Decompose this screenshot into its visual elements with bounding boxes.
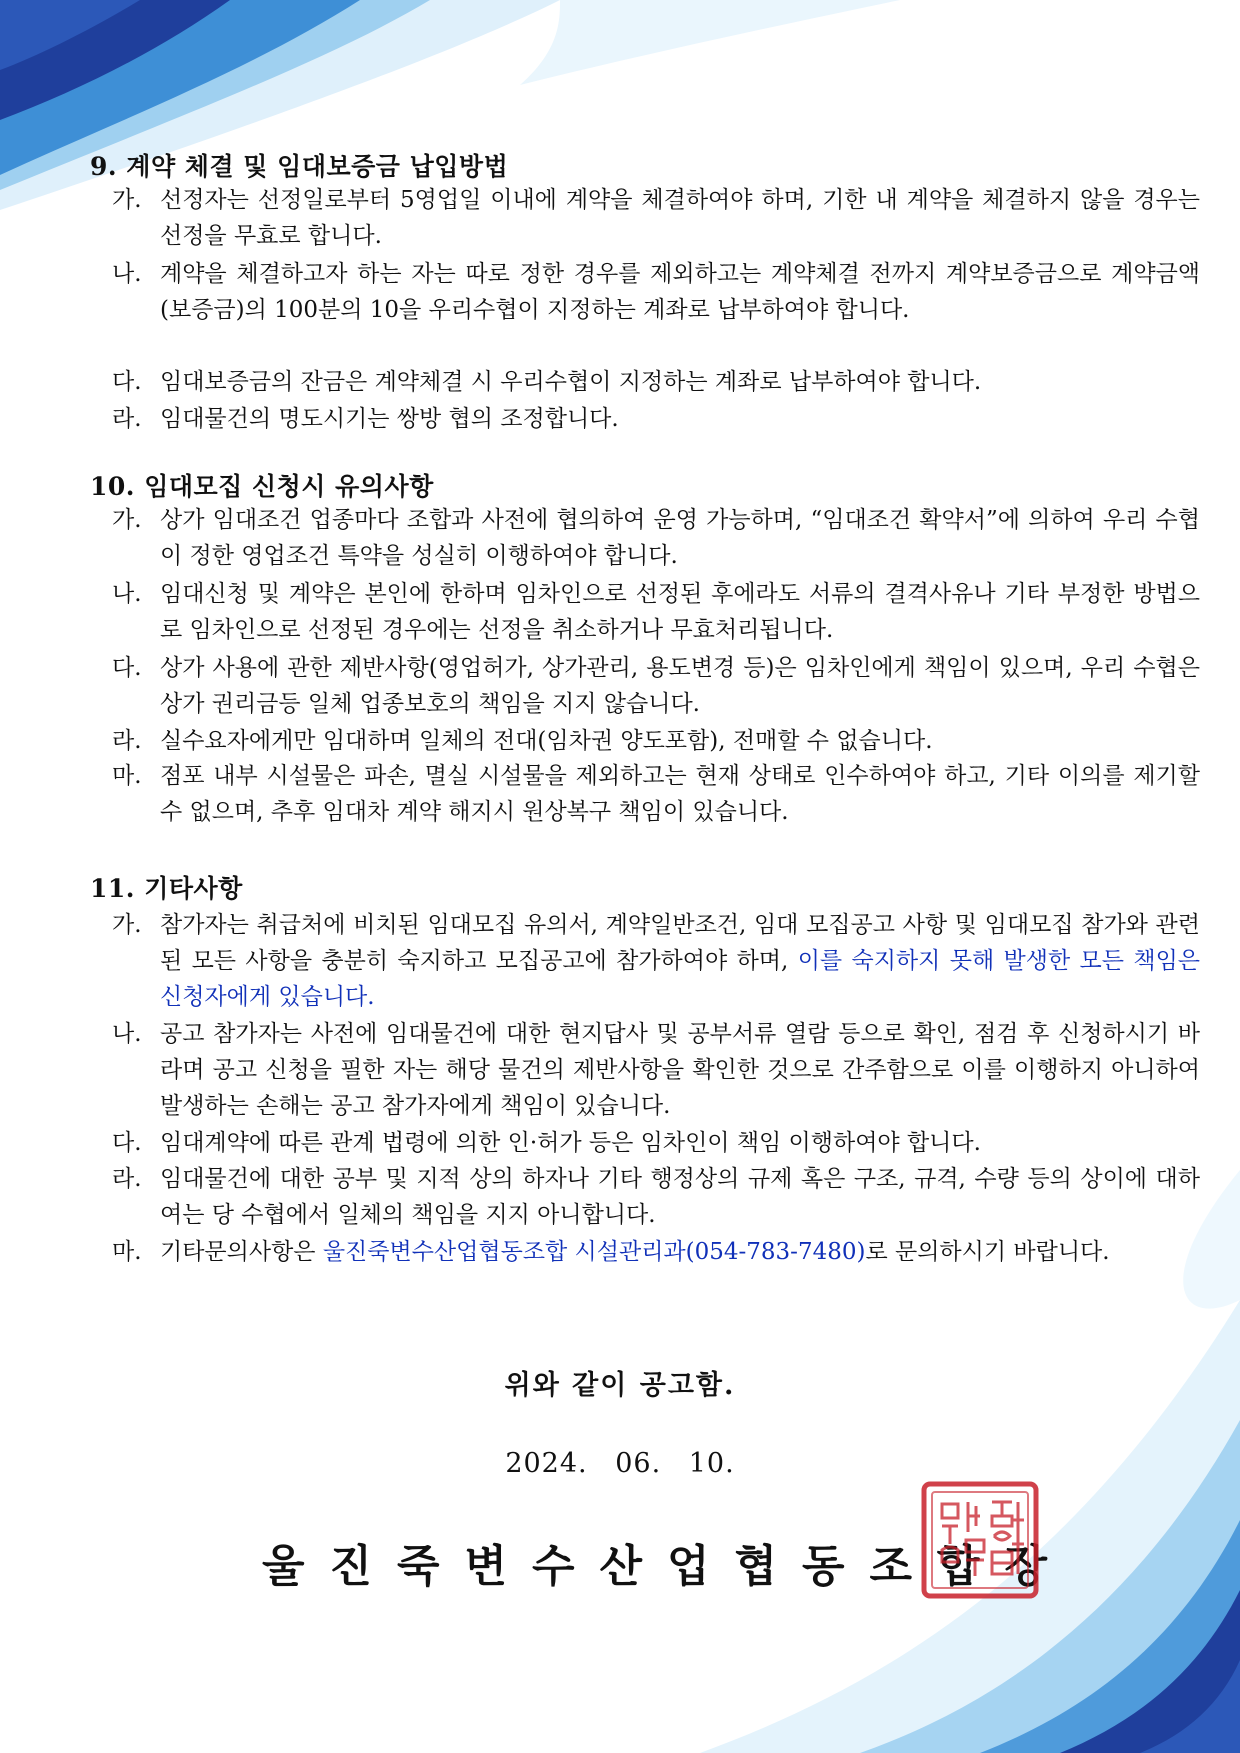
item-marker: 마.: [112, 1239, 142, 1265]
item-marker: 가.: [112, 507, 142, 533]
list-item: [112, 364, 1200, 400]
item-text: 임대물건의 명도시기는 쌍방 협의 조정합니다.: [160, 406, 619, 432]
item-text: 임대보증금의 잔금은 계약체결 시 우리수협이 지정하는 계좌로 납부하여야 합니다.: [160, 369, 982, 395]
item-marker: 라.: [112, 1166, 142, 1192]
section-title-11: 11. 기타사항: [90, 874, 243, 903]
list-item: [112, 723, 1200, 759]
item-marker: 나.: [112, 581, 142, 607]
item-text: 선정자는 선정일로부터 5영업일 이내에 계약을 체결하여야 하며, 기한 내 계약을 체결하지 않을 경우는 선정을 무효로 합니다.: [160, 187, 1200, 249]
list-item: [112, 1161, 1200, 1233]
seal-suffix: 장: [1004, 1541, 1048, 1592]
organization-name-text: 울진죽변수산업협동조합: [262, 1541, 1005, 1592]
list-item: [112, 502, 1200, 574]
item-text: 상가 사용에 관한 제반사항(영업허가, 상가관리, 용도변경 등)은 임차인에게 책임이 있으며, 우리 수협은 상가 권리금등 일체 업종보호의 책임을 지지 않습니다.: [160, 655, 1200, 717]
item-marker: 다.: [112, 655, 142, 681]
list-item: [112, 1016, 1200, 1124]
closing-statement: 위와 같이 공고함.: [504, 1370, 736, 1401]
item-text-after: 로 문의하시기 바랍니다.: [865, 1239, 1110, 1265]
item-text: 공고 참가자는 사전에 임대물건에 대한 현지답사 및 공부서류 열람 등으로 확인, 점검 후 신청하시기 바라며 공고 신청을 필한 자는 해당 물건의 제반사항을 확인한 것으로 간주함으로 이를 이행하지 아니하여 발생하는 손해는 공고 참가자에게 책임이 있습니다.: [160, 1021, 1200, 1119]
list-item: [112, 650, 1200, 722]
official-seal-stamp: [920, 1480, 1040, 1600]
item-marker: 가.: [112, 187, 142, 213]
item-text: 상가 임대조건 업종마다 조합과 사전에 협의하여 운영 가능하며, “임대조건 확약서”에 의하여 우리 수협이 정한 영업조건 특약을 성실히 이행하여야 합니다.: [160, 507, 1200, 569]
list-item: [112, 1234, 1200, 1270]
list-item: [112, 576, 1200, 648]
item-marker: 다.: [112, 1130, 142, 1156]
seal-icon: [920, 1480, 1040, 1600]
list-item: [112, 401, 1200, 437]
contact-info: 울진죽변수산업협동조합 시설관리과(054-783-7480): [322, 1239, 866, 1265]
item-marker: 나.: [112, 1021, 142, 1047]
highlighted-text: 이를 숙지하지 못해 발생한 모든 책임은 신청자에게 있습니다.: [160, 948, 1201, 1010]
list-item: [112, 256, 1200, 328]
item-text: 기타문의사항은: [160, 1239, 323, 1265]
item-text: 실수요자에게만 임대하며 일체의 전대(임차권 양도포함), 전매할 수 없습니다.: [160, 728, 933, 754]
item-marker: 가.: [112, 912, 142, 938]
item-marker: 나.: [112, 261, 142, 287]
list-item: [112, 758, 1200, 830]
list-item: [112, 1125, 1200, 1161]
item-text: 점포 내부 시설물은 파손, 멸실 시설물을 제외하고는 현재 상태로 인수하여야 하고, 기타 이의를 제기할 수 없으며, 추후 임대차 계약 해지시 원상복구 책임이 있습니다.: [160, 763, 1200, 825]
section-title-10: 10. 임대모집 신청시 유의사항: [90, 472, 434, 501]
item-marker: 마.: [112, 763, 142, 789]
item-text: 임대신청 및 계약은 본인에 한하며 임차인으로 선정된 후에라도 서류의 결격사유나 기타 부정한 방법으로 임차인으로 선정된 경우에는 선정을 취소하거나 무효처리됩니다.: [160, 581, 1200, 643]
item-marker: 다.: [112, 369, 142, 395]
item-marker: 라.: [112, 728, 142, 754]
section-title-9: 9. 계약 체결 및 임대보증금 납입방법: [90, 152, 509, 181]
list-item: [112, 907, 1200, 1015]
list-item: [112, 182, 1200, 254]
item-text: 임대계약에 따른 관계 법령에 의한 인·허가 등은 임차인이 책임 이행하여야 합니다.: [160, 1130, 981, 1156]
notice-date: 2024. 06. 10.: [505, 1448, 735, 1479]
item-text: 참가자는 취급처에 비치된 임대모집 유의서, 계약일반조건, 임대 모집공고 사항 및 임대모집 참가와 관련된 모든 사항을 충분히 숙지하고 모집공고에 참가하여야 하며,: [160, 912, 1200, 974]
item-text: 임대물건에 대한 공부 및 지적 상의 하자나 기타 행정상의 규제 혹은 구조, 규격, 수량 등의 상이에 대하여는 당 수협에서 일체의 책임을 지지 아니합니다.: [160, 1166, 1200, 1228]
item-text: 계약을 체결하고자 하는 자는 따로 정한 경우를 제외하고는 계약체결 전까지 계약보증금으로 계약금액(보증금)의 100분의 10을 우리수협이 지정하는 계좌로 납부하여야 합니다.: [160, 261, 1200, 323]
item-marker: 라.: [112, 406, 142, 432]
